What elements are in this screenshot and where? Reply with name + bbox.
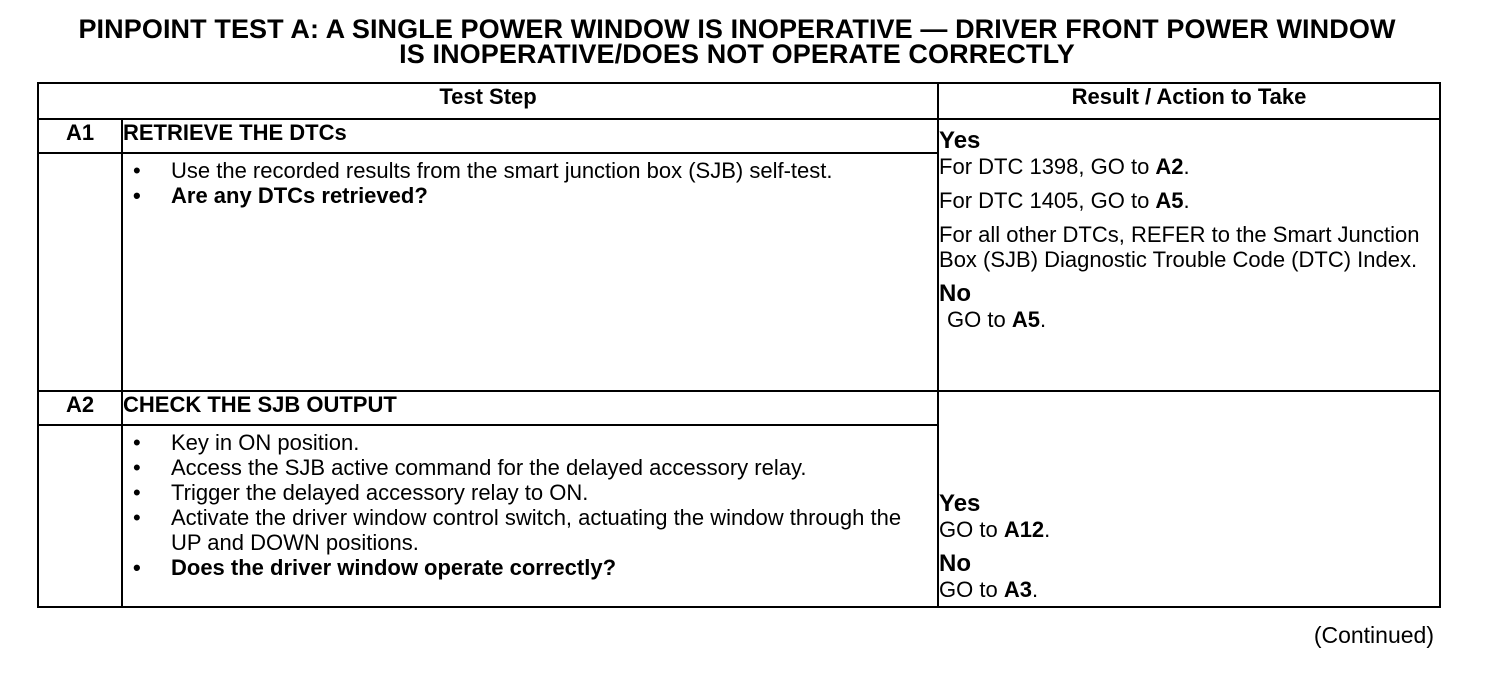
step-a1-title-row: [38, 119, 1440, 153]
step-a1-name: RETRIEVE THE DTCs: [122, 119, 938, 153]
step-a2-id: A2: [38, 391, 122, 425]
step-a2-bullet-2: • Access the SJB active command for the delayed accessory relay.: [133, 455, 807, 480]
continued-label: (Continued): [1313, 622, 1434, 648]
title-line-1: PINPOINT TEST A: A SINGLE POWER WINDOW IS INOPERATIVE — DRIVER FRONT POWER WINDOW: [78, 14, 1396, 44]
result-header: Result / Action to Take: [938, 83, 1440, 119]
step-a1-no-line: GO to A5.: [947, 307, 1047, 332]
step-a2-body: [122, 425, 938, 607]
step-a1-yes-line-3: For all other DTCs, REFER to the Smart Junction Box (SJB) Diagnostic Trouble Code (DTC) Index.: [939, 222, 1420, 272]
step-a1-result: [938, 119, 1440, 391]
step-a2-name: CHECK THE SJB OUTPUT: [122, 391, 938, 425]
test-step-header: Test Step: [38, 83, 938, 119]
pinpoint-test-table: [37, 82, 1441, 608]
step-a1-bullet-1: • Use the recorded results from the smart junction box (SJB) self-test.: [133, 158, 833, 183]
step-a2-bullet-3: • Trigger the delayed accessory relay to ON.: [133, 480, 589, 505]
step-a2-bullet-4: • Activate the driver window control switch, actuating the window through the UP and DOWN positions.: [133, 505, 902, 555]
step-a1-id: A1: [38, 119, 122, 153]
step-a1-body: [122, 153, 938, 391]
step-a2-no-label: No: [939, 550, 972, 577]
step-a1-yes-label: Yes: [939, 127, 981, 154]
step-a2-yes-label: Yes: [939, 490, 981, 517]
step-a1-yes-line-2: For DTC 1405, GO to A5.: [939, 188, 1190, 213]
step-a2-yes-line: GO to A12.: [939, 517, 1051, 542]
page-title: [0, 14, 1474, 69]
step-a2-result: [938, 391, 1440, 607]
step-a1-yes-line-1: For DTC 1398, GO to A2.: [939, 154, 1190, 179]
step-a2-bullet-1: • Key in ON position.: [133, 430, 360, 455]
step-a2-no-line: GO to A3.: [939, 577, 1039, 602]
step-a2-title-row: [38, 391, 1440, 425]
title-line-2: IS INOPERATIVE/DOES NOT OPERATE CORRECTLY: [399, 39, 1075, 69]
step-a1-question: • Are any DTCs retrieved?: [133, 183, 428, 208]
step-a2-question: • Does the driver window operate correctly?: [133, 555, 617, 580]
header-row: [38, 83, 1440, 119]
step-a1-no-label: No: [939, 280, 972, 307]
